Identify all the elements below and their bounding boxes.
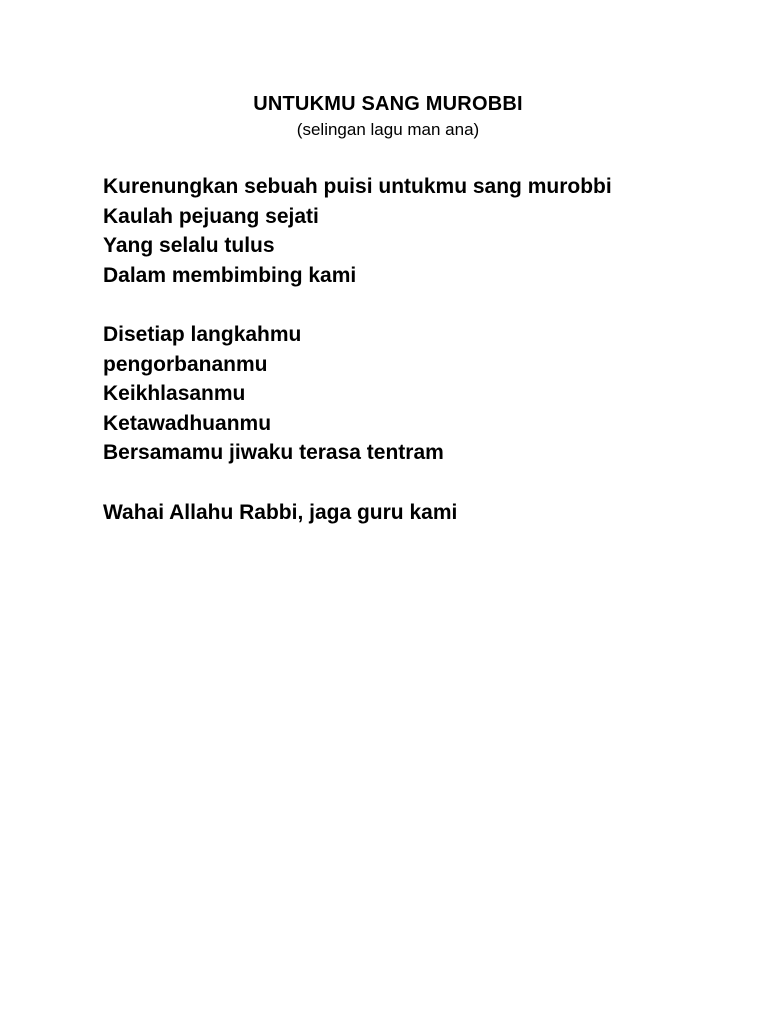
document-title: UNTUKMU SANG MUROBBI — [253, 93, 523, 115]
poem-line: Disetiap langkahmu — [103, 323, 302, 346]
poem-line: Dalam membimbing kami — [103, 263, 357, 287]
poem-line: Yang selalu tulus — [103, 234, 275, 257]
poem-line: Keikhlasanmu — [103, 382, 246, 405]
stanza-3 — [103, 498, 743, 528]
poem-line: Ketawadhuanmu — [103, 411, 272, 435]
poem-line: Bersamamu jiwaku terasa tentram — [103, 441, 444, 464]
poem-line: Wahai Allahu Rabbi, jaga guru kami — [103, 500, 458, 524]
document-subtitle: (selingan lagu man ana) — [296, 120, 480, 139]
poem-line: Kaulah pejuang sejati — [103, 204, 319, 228]
stanza-2 — [103, 320, 743, 468]
stanza-1 — [103, 172, 743, 290]
poem-line: pengorbananmu — [103, 352, 268, 376]
poem-body — [103, 172, 743, 527]
poem-line: Kurenungkan sebuah puisi untukmu sang murobbi — [103, 175, 612, 198]
